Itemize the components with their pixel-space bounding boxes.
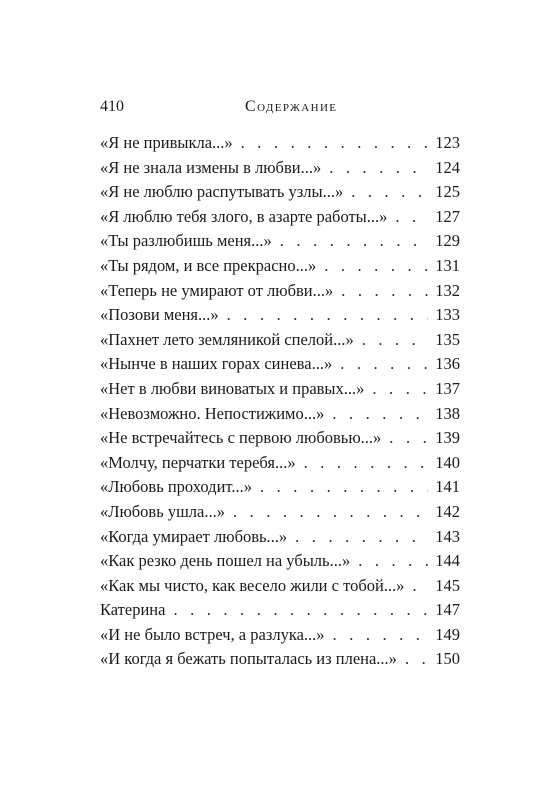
toc-entry <box>100 549 460 574</box>
toc-entry-page: 145 <box>435 575 460 595</box>
dot-leader <box>412 574 428 599</box>
toc-entry-page: 132 <box>435 280 460 300</box>
toc-entry-title: «Пахнет лето земляникой спелой...» <box>100 329 354 349</box>
toc-entry-page: 135 <box>435 329 460 349</box>
toc-entry-page: 133 <box>435 305 460 325</box>
toc-entry <box>100 525 460 550</box>
running-head <box>100 96 460 118</box>
toc-entry <box>100 352 460 377</box>
toc-entry <box>100 156 460 181</box>
toc-entry-title: «И не было встреч, а разлука...» <box>100 624 325 644</box>
toc-entry-page: 139 <box>435 428 460 448</box>
toc-entry-title: «Я не привыкла...» <box>100 133 233 152</box>
toc-entry-page: 136 <box>435 354 460 374</box>
toc-entry-title: «Теперь не умирают от любви...» <box>100 280 334 300</box>
dot-leader <box>395 205 428 230</box>
dot-leader <box>241 131 428 156</box>
toc-entry-title: «Нет в любви виноватых и правых...» <box>100 378 365 398</box>
toc-entry-page: 129 <box>435 231 460 251</box>
toc-entry-page: 142 <box>435 501 460 521</box>
toc-entry-title: «Когда умирает любовь...» <box>100 526 288 546</box>
toc-entry <box>100 205 460 230</box>
toc-entry <box>100 623 460 648</box>
toc-entry-title: «Я люблю тебя злого, в азарте работы...» <box>100 206 388 226</box>
toc-entry-page: 138 <box>435 403 460 423</box>
toc-entry <box>100 254 460 279</box>
toc-entry-page: 137 <box>435 378 460 398</box>
toc-entry <box>100 131 460 156</box>
toc-entry-title: «Ты рядом, и все прекрасно...» <box>100 255 317 275</box>
toc-entry-page: 124 <box>435 157 460 177</box>
toc-entry-title: «Молчу, перчатки теребя...» <box>100 452 296 472</box>
toc-entry <box>100 328 460 353</box>
dot-leader <box>295 525 428 550</box>
toc-entry-page: 150 <box>435 649 460 669</box>
dot-leader <box>227 303 428 328</box>
toc-entry-title: «Я не люблю распутывать узлы...» <box>100 182 344 202</box>
dot-leader <box>233 500 428 525</box>
toc-entry-title: Катерина <box>100 600 166 620</box>
toc-entry <box>100 598 460 623</box>
dot-leader <box>304 451 428 476</box>
toc-entry-title: «Как мы чисто, как весело жили с тобой...» <box>100 575 405 595</box>
section-title: Содержание <box>245 98 338 115</box>
toc-entry-page: 147 <box>435 600 460 620</box>
table-of-contents <box>100 131 460 672</box>
toc-entry-page: 127 <box>435 206 460 226</box>
toc-entry <box>100 180 460 205</box>
toc-entry-title: «Не встречайтесь с первою любовью...» <box>100 428 382 448</box>
toc-entry <box>100 500 460 525</box>
toc-entry <box>100 303 460 328</box>
dot-leader <box>332 402 428 427</box>
toc-entry <box>100 279 460 304</box>
toc-entry-page: 141 <box>435 477 460 497</box>
toc-entry-page: 143 <box>435 526 460 546</box>
dot-leader <box>340 352 428 377</box>
toc-entry-page: 123 <box>435 133 460 152</box>
toc-entry-title: «Позови меня...» <box>100 305 219 325</box>
dot-leader <box>341 279 428 304</box>
dot-leader <box>280 229 428 254</box>
toc-entry <box>100 377 460 402</box>
toc-entry <box>100 229 460 254</box>
toc-entry <box>100 451 460 476</box>
dot-leader <box>389 426 428 451</box>
toc-entry-title: «Невозможно. Непостижимо...» <box>100 403 325 423</box>
toc-entry <box>100 574 460 599</box>
dot-leader <box>173 598 428 623</box>
toc-entry-title: «Любовь ушла...» <box>100 501 225 521</box>
toc-entry-page: 131 <box>435 255 460 275</box>
dot-leader <box>324 254 428 279</box>
dot-leader <box>362 328 428 353</box>
toc-entry <box>100 647 460 672</box>
toc-entry-title: «И когда я бежать попыталась из плена...» <box>100 649 397 669</box>
dot-leader <box>260 475 428 500</box>
toc-entry-page: 125 <box>435 182 460 202</box>
dot-leader <box>329 156 428 181</box>
dot-leader <box>372 377 428 402</box>
dot-leader <box>405 647 428 672</box>
toc-entry-title: «Любовь проходит...» <box>100 477 252 497</box>
toc-entry <box>100 402 460 427</box>
toc-entry <box>100 426 460 451</box>
toc-entry <box>100 475 460 500</box>
toc-entry-title: «Нынче в наших горах синева...» <box>100 354 333 374</box>
toc-entry-title: «Я не знала измены в любви...» <box>100 157 322 177</box>
dot-leader <box>351 180 428 205</box>
toc-entry-page: 144 <box>435 551 460 571</box>
page-number: 410 <box>100 98 124 115</box>
toc-entry-title: «Как резко день пошел на убыль...» <box>100 551 351 571</box>
dot-leader <box>333 623 428 648</box>
toc-entry-page: 140 <box>435 452 460 472</box>
dot-leader <box>358 549 428 574</box>
toc-entry-title: «Ты разлюбишь меня...» <box>100 231 272 251</box>
toc-entry-page: 149 <box>435 624 460 644</box>
